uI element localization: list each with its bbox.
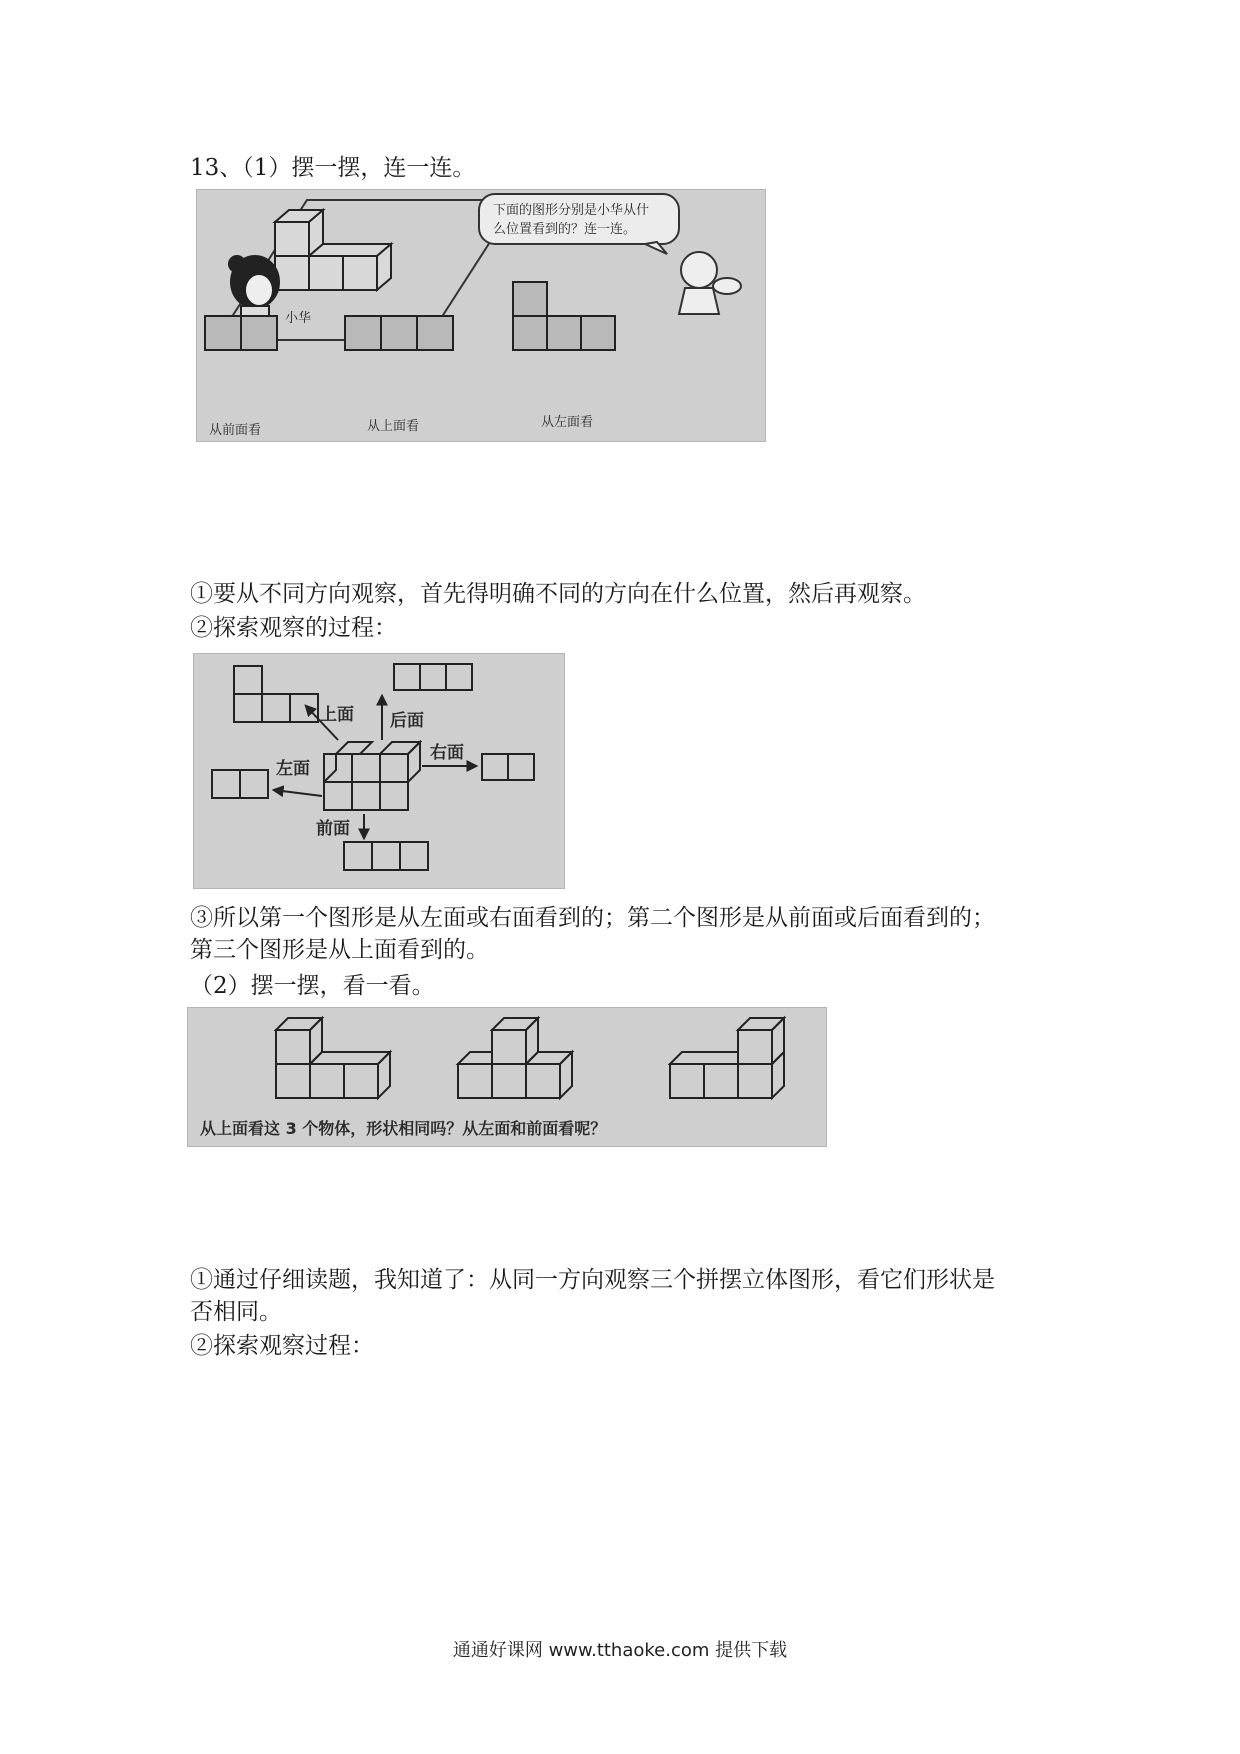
figure-connect-views <box>196 189 766 442</box>
speech-bubble <box>479 194 679 254</box>
caption-top-view: 从上面看 <box>367 419 420 434</box>
center-cube-object <box>324 742 420 810</box>
step-3-text-line-2: 第三个图形是从上面看到的。 <box>190 937 489 963</box>
view-shape-three-squares <box>345 316 453 350</box>
front-view-shape <box>344 842 428 870</box>
step-1-text: ①要从不同方向观察，首先得明确不同的方向在什么位置，然后再观察。 <box>190 581 926 607</box>
speech-line-2: 么位置看到的？连一连。 <box>493 222 637 237</box>
label-xiaohua: 小华 <box>285 311 312 326</box>
figure-3-caption: 从上面看这 3 个物体，形状相同吗？从左面和前面看呢？ <box>200 1119 607 1138</box>
label-right: 右面 <box>430 743 464 763</box>
view-shape-two-squares <box>205 316 277 350</box>
top-view-shape <box>234 666 318 722</box>
cube-stack-illustration <box>275 210 391 290</box>
speech-line-1: 下面的图形分别是小华从什 <box>493 203 650 218</box>
left-view-shape <box>212 770 268 798</box>
figure-observation-directions <box>193 653 565 889</box>
label-back: 后面 <box>390 711 424 731</box>
caption-left-view: 从左面看 <box>541 415 594 430</box>
page-footer: 通通好课网 www.tthaoke.com 提供下载 <box>452 1640 788 1661</box>
fairy-illustration <box>679 252 741 314</box>
step-2-text: ②探索观察的过程： <box>190 615 397 641</box>
view-shape-l-shape <box>513 282 615 350</box>
label-front: 前面 <box>316 819 350 839</box>
step-3-text-line-1: ③所以第一个图形是从左面或右面看到的；第二个图形是从前面或后面看到的； <box>190 905 995 931</box>
arrow-left <box>274 790 322 796</box>
label-left: 左面 <box>276 759 310 779</box>
object-1 <box>276 1018 390 1098</box>
figure-three-objects <box>187 1007 827 1147</box>
part-2-step-1-line-2: 否相同。 <box>190 1299 282 1325</box>
right-view-shape <box>482 754 534 780</box>
object-2 <box>458 1018 572 1098</box>
object-3 <box>670 1018 784 1098</box>
caption-front-view: 从前面看 <box>209 423 262 438</box>
part-2-step-2-text: ②探索观察过程： <box>190 1333 374 1359</box>
question-title: 13、（1）摆一摆，连一连。 <box>190 155 476 181</box>
part-2-title: （2）摆一摆，看一看。 <box>190 973 435 999</box>
back-view-shape <box>394 664 472 690</box>
part-2-step-1-line-1: ①通过仔细读题，我知道了：从同一方向观察三个拼摆立体图形，看它们形状是 <box>190 1267 995 1293</box>
label-top: 上面 <box>320 705 354 725</box>
